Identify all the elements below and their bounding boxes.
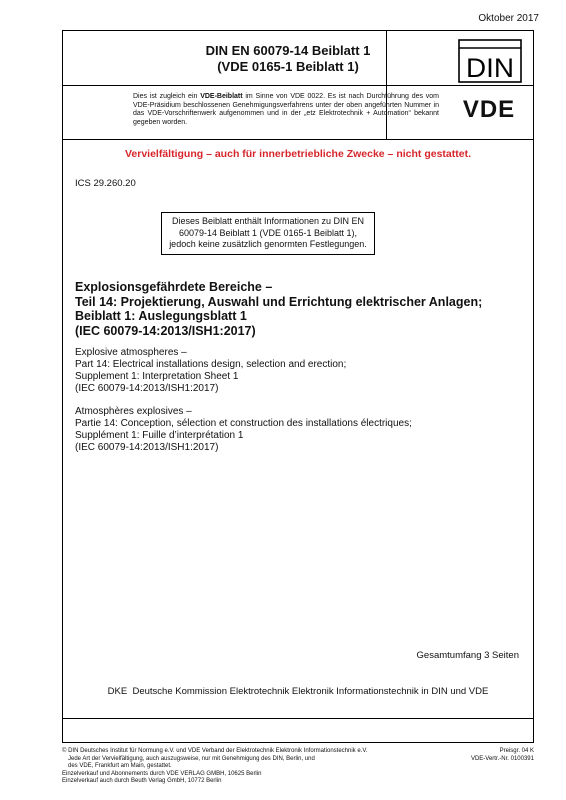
committee-name: DKE Deutsche Kommission Elektrotechnik Elektronik Informationstechnik in DIN und VDE: [107, 686, 489, 697]
document-frame: [62, 30, 534, 743]
title-french-line-2: Partie 14: Conception, sélection et construction des installations électriques;: [75, 418, 412, 429]
vde-notice: [133, 93, 439, 127]
title-english-line-2: Part 14: Electrical installations design, selection and erection;: [75, 359, 347, 370]
order-number: VDE-Vertr.-Nr. 0100391: [470, 755, 534, 762]
copyright-warning: Vervielfältigung – auch für innerbetriebliche Zwecke – nicht gestattet.: [124, 148, 471, 160]
title-german-line-1: Explosionsgefährdete Bereiche –: [75, 280, 273, 294]
footer-top-rule: [63, 718, 533, 719]
footer-sales-vde: Einzelverkauf und Abonnements durch VDE VERLAG GMBH, 10625 Berlin: [62, 770, 262, 777]
title-german-line-3: Beiblatt 1: Auslegungsblatt 1: [75, 309, 247, 323]
info-box: Dieses Beiblatt enthält Informationen zu DIN EN 60079-14 Beiblatt 1 (VDE 0165-1 Beiblatt 1), jedoch keine zusätzlich genormten Festlegungen.: [161, 212, 375, 255]
footer-copyright-line-3: des VDE, Frankfurt am Main, gestattet.: [68, 763, 172, 769]
vde-notice-prefix: Dies ist zugleich ein: [133, 93, 201, 100]
ics-code: ICS 29.260.20: [75, 178, 136, 189]
header-bottom-rule: [63, 139, 533, 140]
vde-notice-rest: im Sinne von VDE 0022. Es ist nach Durchführung des vom VDE-Präsidium beschlossenen Genehmigungsverfahrens unter der oben angeführten Nummer in das VDE-Vorschriftenwerk aufgenommen und in der „etz Elektrotechnik + Automation“ bekannt gegeben worden.: [133, 93, 440, 126]
price-group: Preisgr. 04 K: [499, 748, 534, 754]
title-english-line-1: Explosive atmospheres –: [75, 347, 187, 358]
title-english: [75, 347, 527, 395]
vde-logo: VDE: [462, 96, 516, 123]
title-german-line-4: (IEC 60079-14:2013/ISH1:2017): [75, 323, 256, 338]
vde-classification: (VDE 0165-1 Beiblatt 1): [217, 59, 359, 74]
footer-copyright-line-2: Jede Art der Vervielfältigung, auch auszugsweise, nur mit Genehmigung des DIN, Berlin, und: [68, 755, 315, 762]
vde-notice-bold: VDE-Beiblatt: [200, 93, 243, 100]
title-english-line-3: Supplement 1: Interpretation Sheet 1: [75, 371, 239, 382]
standard-number: DIN EN 60079-14 Beiblatt 1: [205, 43, 371, 58]
din-logo-text: DIN: [466, 53, 514, 83]
total-pages: Gesamtumfang 3 Seiten: [416, 650, 519, 661]
title-french-line-4: (IEC 60079-14:2013/ISH1:2017): [75, 442, 219, 453]
title-german-line-2: Teil 14: Projektierung, Auswahl und Errichtung elektrischer Anlagen;: [75, 294, 483, 309]
title-french-line-1: Atmosphères explosives –: [75, 406, 192, 417]
title-english-line-4: (IEC 60079-14:2013/ISH1:2017): [75, 383, 219, 394]
footer-copyright-line-1: © DIN Deutsches Institut für Normung e.V. und VDE Verband der Elektrotechnik Elektronik Informationstechnik e.V.: [62, 748, 368, 754]
document-identifier: [127, 43, 449, 75]
footer-copyright: [62, 748, 412, 786]
title-french: [75, 406, 527, 454]
publication-date: Oktober 2017: [478, 13, 539, 24]
title-french-line-3: Supplément 1: Fuille d’interprétation 1: [75, 430, 244, 441]
footer-sales-beuth: Einzelverkauf auch durch Beuth Verlag GmbH, 10772 Berlin: [62, 778, 222, 784]
title-german: [75, 280, 527, 338]
din-logo: [458, 39, 522, 88]
footer-order-info: [471, 748, 534, 763]
